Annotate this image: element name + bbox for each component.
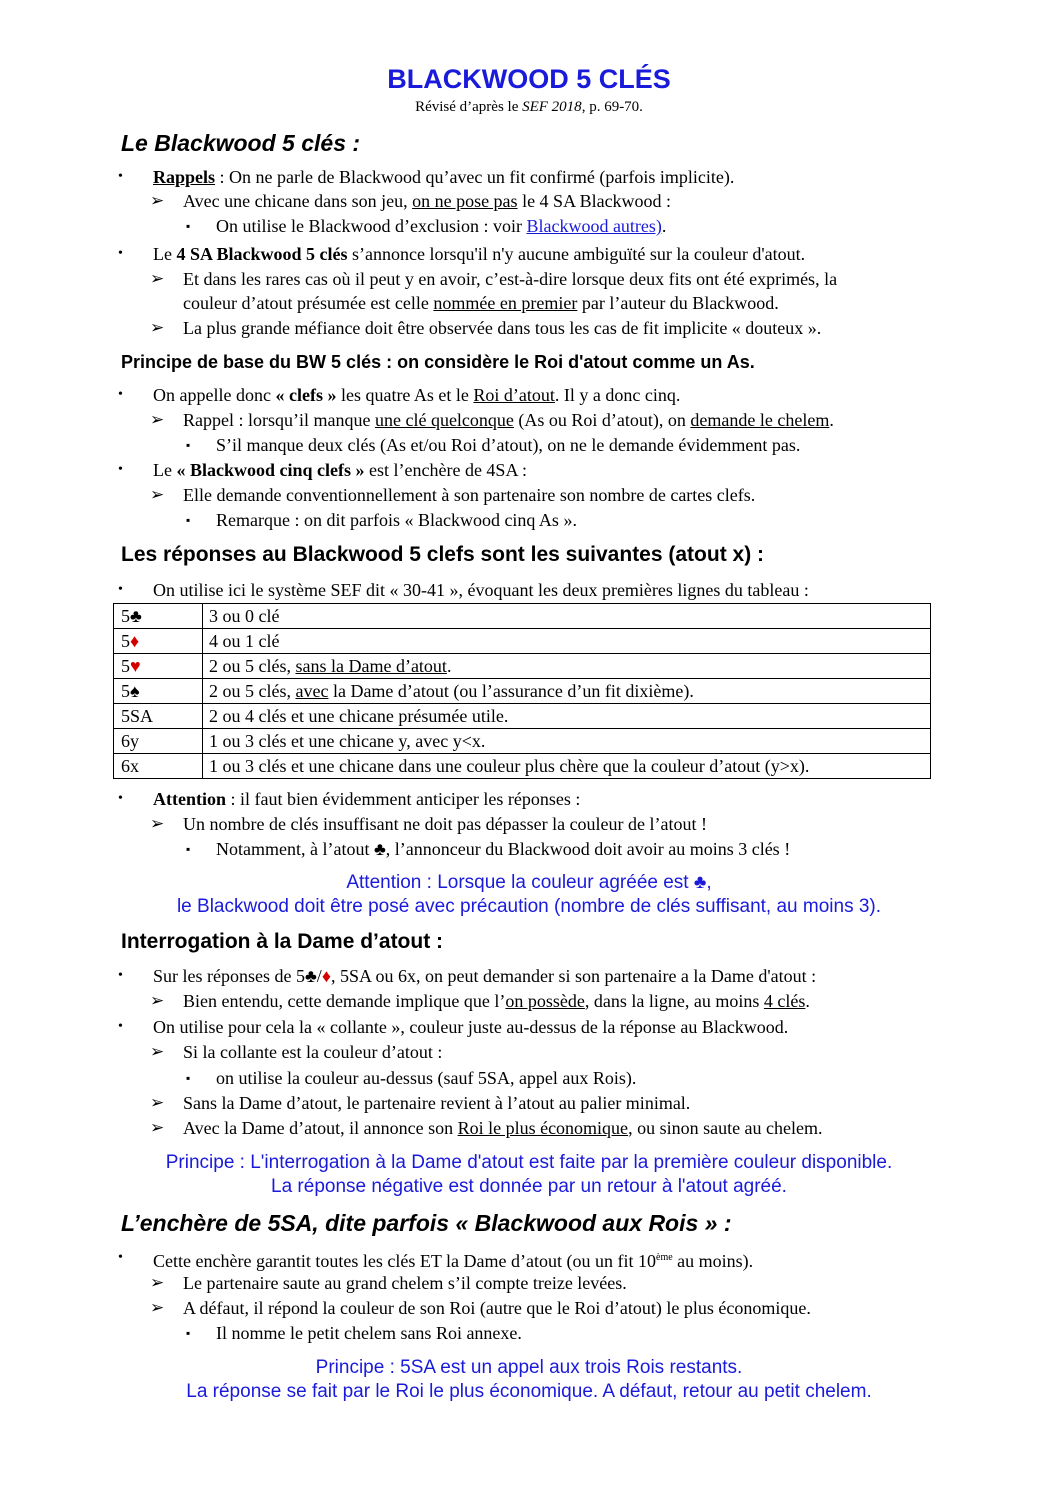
square-marker: ▪ xyxy=(186,842,191,856)
sub-item-grand-chelem: Le partenaire saute au grand chelem s’il compte treize levées. xyxy=(183,1273,627,1293)
bullet-clefs: On appelle donc « clefs » les quatre As et le Roi d’atout. Il y a donc cinq. xyxy=(153,385,681,405)
responses-table-row xyxy=(114,704,931,729)
section-heading-reponses: Les réponses au Blackwood 5 clefs sont les suivantes (atout x) : xyxy=(121,543,765,566)
bullet-marker: • xyxy=(118,1250,123,1265)
bullet-attention: Attention : il faut bien évidemment anticiper les réponses : xyxy=(153,789,581,809)
sub-item-insuffisant: Un nombre de clés insuffisant ne doit pas dépasser la couleur de l’atout ! xyxy=(183,814,708,834)
meaning-cell: 4 ou 1 clé xyxy=(203,629,931,654)
arrow-marker: ➢ xyxy=(150,1273,165,1292)
square-marker: ▪ xyxy=(186,1071,191,1085)
square-marker: ▪ xyxy=(186,438,191,452)
sub-sub-item-petit-chelem: Il nomme le petit chelem sans Roi annexe. xyxy=(216,1323,522,1343)
note-principe-dame-line2: La réponse négative est donnée par un retour à l'atout agréé. xyxy=(271,1176,787,1197)
sub-item-bien-entendu: Bien entendu, cette demande implique que l’on possède, dans la ligne, au moins 4 clés. xyxy=(183,991,810,1011)
bid-cell: 6x xyxy=(114,754,203,779)
bullet-sur-les-reponses: Sur les réponses de 5♣/♦, 5SA ou 6x, on peut demander si son partenaire a la Dame d'atout : xyxy=(153,966,817,986)
sub-item-rappel: Rappel : lorsqu’il manque une clé quelconque (As ou Roi d’atout), on demande le chelem. xyxy=(183,410,834,430)
section-heading-blackwood-5-cles: Le Blackwood 5 clés : xyxy=(121,130,361,156)
sub-item-demande: Elle demande conventionnellement à son partenaire son nombre de cartes clefs. xyxy=(183,485,756,505)
meaning-cell: 2 ou 5 clés, avec la Dame d’atout (ou l’assurance d’un fit dixième). xyxy=(203,679,931,704)
blackwood-autres-link[interactable]: Blackwood autres) xyxy=(526,216,662,236)
arrow-marker: ➢ xyxy=(150,1042,165,1061)
arrow-marker: ➢ xyxy=(150,1093,165,1112)
club-suit-icon: ♣ xyxy=(373,839,386,859)
bullet-marker: • xyxy=(118,246,123,261)
bid-cell: 5♣ xyxy=(114,604,203,629)
bullet-sef: On utilise ici le système SEF dit « 30-41 », évoquant les deux premières lignes du tableau : xyxy=(153,580,809,600)
bid-cell: 5SA xyxy=(114,704,203,729)
bullet-marker: • xyxy=(118,582,123,597)
note-principe-5sa-line2: La réponse se fait par le Roi le plus économique. A défaut, retour au petit chelem. xyxy=(186,1381,872,1402)
sub-item-mefiance: La plus grande méfiance doit être observée dans tous les cas de fit implicite « douteux ». xyxy=(183,318,822,338)
bid-cell: 6y xyxy=(114,729,203,754)
responses-table-row xyxy=(114,654,931,679)
note-attention-line1: Attention : Lorsque la couleur agréée est ♣, xyxy=(346,872,712,893)
arrow-marker: ➢ xyxy=(150,410,165,429)
arrow-marker: ➢ xyxy=(150,991,165,1010)
suit-icon: ♠ xyxy=(130,680,140,701)
bullet-marker: • xyxy=(118,791,123,806)
sub-sub-item-deux-cles: S’il manque deux clés (As et/ou Roi d’atout), on ne le demande évidemment pas. xyxy=(216,435,801,455)
bullet-marker: • xyxy=(118,462,123,477)
note-principe-5sa-line1: Principe : 5SA est un appel aux trois Rois restants. xyxy=(315,1357,743,1378)
section-heading-5sa: L’enchère de 5SA, dite parfois « Blackwood aux Rois » : xyxy=(121,1210,732,1236)
square-marker: ▪ xyxy=(186,219,191,233)
suit-icon: ♥ xyxy=(130,655,141,676)
square-marker: ▪ xyxy=(186,1326,191,1340)
arrow-marker: ➢ xyxy=(150,1118,165,1137)
diamond-suit-icon: ♦ xyxy=(321,966,331,986)
responses-table-row xyxy=(114,629,931,654)
note-principe-dame-line1: Principe : L'interrogation à la Dame d'atout est faite par la première couleur disponible. xyxy=(165,1152,893,1173)
arrow-marker: ➢ xyxy=(150,1298,165,1317)
bid-cell: 5♦ xyxy=(114,629,203,654)
meaning-cell: 1 ou 3 clés et une chicane dans une couleur plus chère que la couleur d’atout (y>x). xyxy=(203,754,931,779)
meaning-cell: 1 ou 3 clés et une chicane y, avec y<x. xyxy=(203,729,931,754)
sub-sub-item-exclusion: On utilise le Blackwood d’exclusion : voir Blackwood autres). xyxy=(216,216,667,236)
sub-sub-item-notamment: Notamment, à l’atout ♣, l’annonceur du Blackwood doit avoir au moins 3 clés ! xyxy=(216,839,791,859)
arrow-marker: ➢ xyxy=(150,814,165,833)
bid-cell: 5♠ xyxy=(114,679,203,704)
responses-table-row xyxy=(114,754,931,779)
arrow-marker: ➢ xyxy=(150,269,165,288)
page-title: BLACKWOOD 5 CLÉS xyxy=(387,64,671,94)
sub-sub-item-remarque: Remarque : on dit parfois « Blackwood cinq As ». xyxy=(216,510,577,530)
responses-table-row xyxy=(114,729,931,754)
sub-item-rares-cas-cont: couleur d’atout présumée est celle nommée en premier par l’auteur du Blackwood. xyxy=(183,293,779,313)
bullet-marker: • xyxy=(118,1019,123,1034)
sub-item-rares-cas: Et dans les rares cas où il peut y en avoir, c’est-à-dire lorsque deux fits ont été exprimés, la xyxy=(183,269,838,289)
arrow-marker: ➢ xyxy=(150,191,165,210)
responses-table-row xyxy=(114,604,931,629)
meaning-cell: 3 ou 0 clé xyxy=(203,604,931,629)
sub-item-si-collante: Si la collante est la couleur d’atout : xyxy=(183,1042,443,1062)
sub-item-chicane: Avec une chicane dans son jeu, on ne pose pas le 4 SA Blackwood : xyxy=(183,191,672,211)
club-suit-icon: ♣ xyxy=(693,872,707,893)
page-subtitle: Révisé d’après le SEF 2018, p. 69-70. xyxy=(415,99,643,115)
section-heading-principe: Principe de base du BW 5 clés : on considère le Roi d'atout comme un As. xyxy=(121,352,755,372)
sub-item-avec-dame: Avec la Dame d’atout, il annonce son Roi le plus économique, ou sinon saute au chelem. xyxy=(183,1118,823,1138)
suit-icon: ♦ xyxy=(130,630,140,651)
meaning-cell: 2 ou 5 clés, sans la Dame d’atout. xyxy=(203,654,931,679)
bid-cell: 5♥ xyxy=(114,654,203,679)
bullet-rappels: Rappels : On ne parle de Blackwood qu’avec un fit confirmé (parfois implicite). xyxy=(153,167,735,187)
club-suit-icon: ♣ xyxy=(304,966,317,986)
note-attention-line2: le Blackwood doit être posé avec précaution (nombre de clés suffisant, au moins 3). xyxy=(176,896,882,917)
sub-item-sans-dame: Sans la Dame d’atout, le partenaire revient à l’atout au palier minimal. xyxy=(183,1093,691,1113)
bullet-marker: • xyxy=(118,387,123,402)
sub-sub-item-couleur-au-dessus: on utilise la couleur au-dessus (sauf 5SA, appel aux Rois). xyxy=(216,1068,637,1088)
bullet-4sa: Le 4 SA Blackwood 5 clés s’annonce lorsqu'il n'y aucune ambiguïté sur la couleur d'atout. xyxy=(153,244,806,264)
bullet-marker: • xyxy=(118,968,123,983)
suit-icon: ♣ xyxy=(130,605,142,626)
responses-table-row xyxy=(114,679,931,704)
bullet-enchere-garantit: Cette enchère garantit toutes les clés ET la Dame d’atout (ou un fit 10ème au moins). xyxy=(153,1251,754,1271)
arrow-marker: ➢ xyxy=(150,318,165,337)
section-heading-dame-atout: Interrogation à la Dame d’atout : xyxy=(121,930,444,953)
bullet-marker: • xyxy=(118,169,123,184)
responses-table xyxy=(113,603,931,779)
bullet-collante: On utilise pour cela la « collante », couleur juste au-dessus de la réponse au Blackwood. xyxy=(153,1017,789,1037)
sub-item-a-defaut: A défaut, il répond la couleur de son Roi (autre que le Roi d’atout) le plus économique. xyxy=(183,1298,811,1318)
square-marker: ▪ xyxy=(186,513,191,527)
bullet-cinq-clefs: Le « Blackwood cinq clefs » est l’enchère de 4SA : xyxy=(153,460,527,480)
meaning-cell: 2 ou 4 clés et une chicane présumée utile. xyxy=(203,704,931,729)
arrow-marker: ➢ xyxy=(150,485,165,504)
